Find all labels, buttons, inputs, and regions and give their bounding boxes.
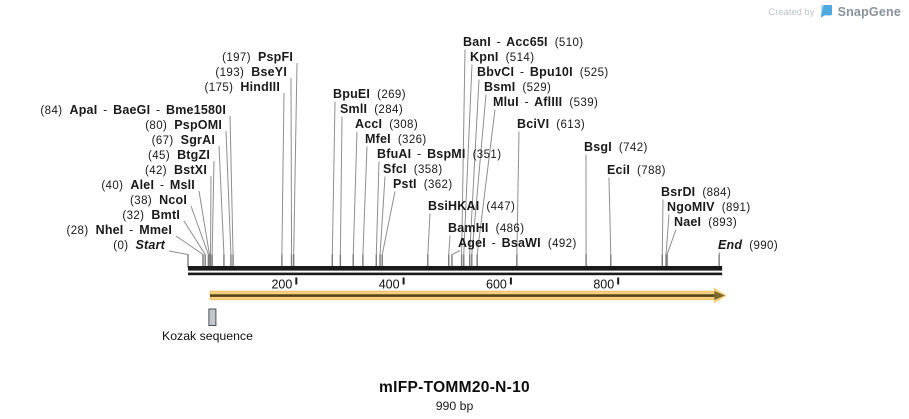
enzyme-name: NaeI (674, 215, 702, 229)
name-separator: - (417, 147, 422, 161)
enzyme-label (477, 66, 609, 80)
enzyme-position: (80) (145, 120, 168, 132)
kozak-sequence-marker (209, 309, 216, 326)
name-separator: - (129, 223, 134, 237)
callout-line (609, 178, 611, 268)
enzyme-name: BtgZI (177, 148, 210, 162)
enzyme-position: (40) (101, 180, 124, 192)
enzyme-label (393, 178, 453, 192)
enzyme-name: NgoMIV (667, 200, 715, 214)
callout-line (176, 236, 203, 268)
enzyme-name: SmlI (340, 102, 368, 116)
enzyme-name: AleI - MslI (130, 178, 195, 192)
name-separator: - (155, 103, 161, 117)
callout-line (291, 78, 292, 268)
enzyme-label (215, 66, 287, 80)
enzyme-position: (539) (569, 97, 599, 109)
ruler-tick-label: 800 (593, 277, 615, 292)
enzyme-label (122, 209, 180, 223)
enzyme-position: (362) (423, 179, 453, 191)
enzyme-position: (486) (495, 223, 525, 235)
enzyme-name: AccI (355, 117, 383, 131)
callout-line (667, 230, 676, 268)
map-footer (0, 379, 909, 413)
name-separator: - (524, 95, 529, 109)
enzyme-name: ApaI - BaeGI - Bme1580I (69, 103, 226, 117)
name-separator: - (519, 65, 525, 79)
enzyme-name: BpuEI (333, 87, 371, 101)
enzyme-label (584, 141, 648, 155)
name-separator: - (159, 178, 165, 192)
enzyme-label (40, 104, 226, 118)
callout-line (382, 192, 395, 268)
callout-line (353, 132, 357, 268)
enzyme-position: (38) (130, 195, 153, 207)
enzyme-label (661, 186, 731, 200)
callout-line (294, 63, 297, 268)
enzyme-label (428, 200, 515, 214)
enzyme-name: End (718, 238, 743, 252)
enzyme-label (377, 148, 501, 162)
ruler-tick-label: 200 (271, 277, 293, 292)
enzyme-name: BamHI (448, 221, 489, 235)
enzyme-position: (529) (522, 82, 552, 94)
enzyme-label (67, 224, 172, 238)
enzyme-label (145, 164, 207, 178)
enzyme-position: (84) (40, 105, 63, 117)
enzyme-position: (351) (472, 149, 502, 161)
enzyme-position: (788) (637, 165, 666, 177)
enzyme-name: BmtI (151, 208, 180, 222)
enzyme-name: Start (135, 238, 165, 252)
enzyme-label (222, 51, 293, 65)
enzyme-position: (28) (66, 225, 89, 237)
enzyme-name: BbvCI - Bpu10I (477, 65, 573, 79)
enzyme-name: NheI - MmeI (95, 223, 172, 237)
name-separator: - (103, 103, 108, 117)
enzyme-label (448, 222, 524, 236)
enzyme-name: HindIII (240, 80, 280, 94)
kozak-sequence-label: Kozak sequence (162, 329, 253, 343)
enzyme-name: AgeI - BsaWI (458, 236, 541, 250)
map-bar-top (188, 266, 722, 271)
enzyme-name: BsmI (484, 80, 516, 94)
name-separator: - (496, 35, 501, 49)
enzyme-name: KpnI (470, 50, 499, 64)
enzyme-position: (447) (486, 201, 516, 213)
enzyme-position: (525) (579, 67, 609, 79)
enzyme-label (458, 237, 577, 251)
enzyme-label (607, 164, 666, 178)
enzyme-position: (308) (389, 119, 419, 131)
enzyme-label (333, 88, 406, 102)
enzyme-label (130, 194, 187, 208)
enzyme-label (383, 163, 443, 177)
enzyme-position: (358) (413, 164, 443, 176)
enzyme-label (484, 81, 551, 95)
callout-line (452, 251, 460, 268)
enzyme-name: BsgI (584, 140, 612, 154)
enzyme-name: PspFI (257, 50, 293, 64)
enzyme-position: (492) (547, 238, 577, 250)
watermark (769, 4, 901, 19)
enzyme-position: (193) (215, 67, 245, 79)
enzyme-label (517, 118, 585, 132)
construct-length: 990 bp (435, 399, 474, 413)
enzyme-position: (42) (144, 165, 168, 177)
enzyme-label (674, 216, 737, 230)
enzyme-label (667, 201, 751, 215)
enzyme-position: (884) (702, 187, 732, 199)
enzyme-name: NcoI (159, 193, 187, 207)
enzyme-position: (510) (554, 37, 584, 49)
enzyme-name: EciI (607, 163, 631, 177)
callout-line (376, 162, 379, 268)
callout-line (363, 147, 367, 268)
ruler-tick (403, 278, 405, 285)
enzyme-name: MluI - AflIII (493, 95, 563, 109)
enzyme-label (340, 103, 403, 117)
enzyme-position: (891) (721, 202, 751, 214)
enzyme-label (718, 239, 778, 253)
enzyme-label (148, 149, 210, 163)
construct-title: mIFP-TOMM20-N-10 (379, 379, 530, 396)
enzyme-position: (175) (204, 82, 234, 94)
ruler-tick (295, 278, 297, 285)
enzyme-label (493, 96, 598, 110)
enzyme-position: (32) (122, 210, 145, 222)
enzyme-position: (67) (151, 135, 174, 147)
feature-arrow-core (210, 294, 716, 297)
enzyme-name: BanI - Acc65I (463, 35, 548, 49)
enzyme-name: MfeI (365, 132, 391, 146)
enzyme-label (152, 134, 215, 148)
ruler-tick (510, 278, 512, 285)
enzyme-name: BstXI (174, 163, 207, 177)
enzyme-position: (284) (374, 104, 404, 116)
callout-line (212, 161, 214, 268)
enzyme-position: (45) (148, 150, 171, 162)
enzyme-position: (269) (377, 89, 406, 101)
callout-line (219, 146, 224, 268)
enzyme-name: SgrAI (180, 133, 215, 147)
enzyme-position: (514) (505, 52, 535, 64)
enzyme-position: (613) (556, 119, 586, 131)
enzyme-name: PspOMI (174, 118, 222, 132)
map-bar-bottom (188, 273, 722, 276)
enzyme-name: BsiHKAI (428, 199, 480, 213)
callout-line (226, 131, 231, 268)
enzyme-label (365, 133, 427, 147)
ruler-tick-label: 600 (486, 277, 507, 292)
name-separator: - (491, 236, 496, 250)
enzyme-position: (197) (222, 52, 251, 64)
enzyme-label (470, 51, 534, 65)
enzyme-label (145, 119, 222, 133)
enzyme-name: PstI (393, 177, 417, 191)
enzyme-label (355, 118, 418, 132)
callout-line (340, 117, 342, 268)
callout-line (169, 251, 188, 268)
enzyme-label (113, 239, 165, 253)
enzyme-name: SfcI (383, 162, 407, 176)
ruler-tick (617, 278, 619, 285)
watermark-created-by-text: Created by (768, 6, 815, 17)
ruler-tick-label: 400 (378, 277, 400, 292)
enzyme-label (205, 81, 280, 95)
enzyme-name: BseYI (251, 65, 287, 79)
callout-line (282, 93, 284, 268)
enzyme-position: (0) (113, 240, 129, 252)
snapgene-logo-icon (820, 4, 833, 19)
enzyme-position: (742) (618, 142, 648, 154)
callout-line (332, 102, 335, 268)
enzyme-name: BsrDI (661, 185, 696, 199)
enzyme-position: (326) (397, 134, 427, 146)
watermark-brand-text: SnapGene (837, 4, 901, 19)
enzyme-name: BfuAI - BspMI (377, 147, 466, 161)
enzyme-label (101, 179, 195, 193)
enzyme-label (463, 36, 584, 50)
enzyme-position: (893) (708, 217, 738, 229)
enzyme-name: BciVI (517, 117, 550, 131)
enzyme-position: (990) (749, 240, 779, 252)
